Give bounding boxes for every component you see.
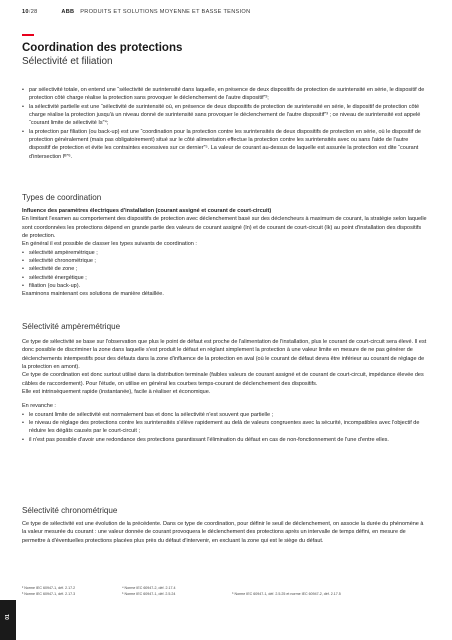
types-subheading: Influence des paramètres électriques d'installation (courant assigné et courant de court-circuit)	[22, 208, 272, 214]
footnote: ⁴ Norme IEC 60947-2, déf. 2.17.4	[122, 586, 176, 590]
document-title: PRODUITS ET SOLUTIONS MOYENNE ET BASSE TENSION	[80, 9, 251, 15]
intro-bullet-backup: • la protection par filiation (ou back-up) est une “coordination pour la protection contre les surintensités de deux dispositifs de protection en série, où le dispositif de protection généralement (mais pas obligatoirement) situé sur le côté alimentation effectue la protection contre les surintensités avec ou sans l'aide de l'autre dispositif de protection et évite les contraintes excessives sur ce dernier”⁵. La valeur de courant au-dessus de laquelle est assurée la protection est dite “courant d'intersection Iᴮ”⁶.	[22, 128, 427, 161]
section-title-chrono: Sélectivité chronométrique	[22, 506, 118, 515]
footnote: ³ Norme IEC 60947-1, déf. 2.17.3	[22, 592, 76, 596]
types-item: • sélectivité ampèremétrique ;	[22, 249, 427, 257]
page-subtitle: Sélectivité et filiation	[22, 56, 113, 67]
section-title-amp: Sélectivité ampèremétrique	[22, 322, 121, 331]
chapter-tab	[0, 600, 16, 640]
page-total: 28	[30, 9, 38, 15]
types-paragraph-2: En général il est possible de classer les types suivants de coordination :	[22, 241, 197, 248]
amp-paragraph-1: Ce type de sélectivité se base sur l'observation que plus le point de défaut est proche de l'alimentation de l'installation, plus le courant de court-circuit sera élevé. Il est donc possible de discriminer la zone dans laquelle s'est produit le défaut en réglant simplement la protection à une valeur limite en mesure de ne pas générer de déclenchements intempestifs pour des défauts dans la zone d'influence de la protection en aval (où le courant de défaut devra être inférieur au courant de réglage de la protection en amont).	[22, 339, 427, 371]
amp-item: • le niveau de réglage des protections contre les surintensités s'élève rapidement au delà de valeurs congruentes avec la sécurité, incompatibles avec l'objectif de réduire les dégâts causés par le court-circuit ;	[22, 419, 427, 436]
amp-item: • il n'est pas possible d'avoir une redondance des protections garantissant l'élimination du défaut en cas de non-fonctionnement de l'une d'entre elles.	[22, 436, 427, 444]
types-item: • filiation (ou back-up).	[22, 282, 427, 290]
intro-section	[22, 86, 427, 161]
types-item: • sélectivité énergétique ;	[22, 274, 427, 282]
footnote: ⁵ Norme IEC 60947-1, déf. 2.5.24	[122, 592, 176, 596]
chrono-paragraph: Ce type de sélectivité est une évolution de la précédente. Dans ce type de coordination, pour définir le seuil de déclenchement, on associe la durée du phénomène à la valeur mesurée du courant : une valeur donnée de courant provoquera le déclenchement des protections après un intervalle de temps défini, en mesure de permettre à d'éventuelles protections placées plus près du défaut d'intervenir, en excluant la zone qui est le siège du défaut.	[22, 521, 424, 544]
footnotes-col-1	[22, 585, 75, 597]
accent-bar	[22, 34, 34, 36]
amp-section	[22, 338, 427, 444]
chrono-section	[22, 520, 427, 545]
page-title: Coordination des protections	[22, 42, 183, 54]
types-closing: Examinons maintenant ces solutions de manière détaillée.	[22, 291, 164, 298]
intro-bullet-partial: • la sélectivité partielle est une “sélectivité de surintensité où, en présence de deux dispositifs de protection de surintensité en série, le dispositif de protection côté charge réalise la protection jusqu'à un niveau donné de surintensité sans provoquer le déclenchement de l'autre dispositif”³ ; ce niveau de surintensité est appelé “courant limite de sélectivité Is”⁴;	[22, 103, 427, 128]
page-number: 10	[22, 9, 29, 15]
amp-paragraph-3: Elle est intrinsèquement rapide (instantanée), facile à réaliser et économique.	[22, 389, 211, 396]
section-title-types: Types de coordination	[22, 193, 102, 202]
page-separator: /	[28, 9, 31, 15]
amp-paragraph-2: Ce type de coordination est donc surtout utilisé dans la distribution terminale (faibles valeurs de courant assigné et de courant de court-circuit, impédance élevée des câbles de raccordement). Pour l'étude, on utilise en général les courbes temps-courant de déclenchement des dispositifs.	[22, 372, 424, 387]
amp-item: • le courant limite de sélectivité est normalement bas et donc la sélectivité n'est souvent que partielle ;	[22, 411, 427, 419]
page-header	[22, 9, 250, 15]
footnotes-col-3	[232, 591, 341, 597]
footnote: ² Norme IEC 60947-1, déf. 2.17.2	[22, 586, 76, 590]
footnote: ⁶ Norme IEC 60947-1, déf. 2.5.25 et norme IEC 60947-2, déf. 2.17.5	[232, 592, 341, 596]
brand-name: ABB	[61, 9, 75, 15]
types-paragraph-1: En limitant l'examen au comportement des dispositifs de protection avec déclenchement basé sur des déclencheurs à maximum de courant, la stratégie selon laquelle sont coordonnées les protections dépend en grande partie des valeurs de courant assigné (In) et de courant de court-circuit (Ik) au point d'installation des dispositifs de protection.	[22, 216, 427, 240]
chapter-number: 01	[5, 614, 11, 620]
amp-contra: En revanche :	[22, 403, 56, 410]
types-item: • sélectivité de zone ;	[22, 265, 427, 273]
types-item: • sélectivité chronométrique ;	[22, 257, 427, 265]
footnotes-col-2	[122, 585, 175, 597]
types-section	[22, 207, 427, 299]
intro-bullet-total: • par sélectivité totale, on entend une “sélectivité de surintensité dans laquelle, en présence de deux dispositifs de protection de surintensité en série, le dispositif de protection côté charge réalise la protection sans provoquer le déclenchement de l'autre dispositif”²;	[22, 86, 427, 103]
